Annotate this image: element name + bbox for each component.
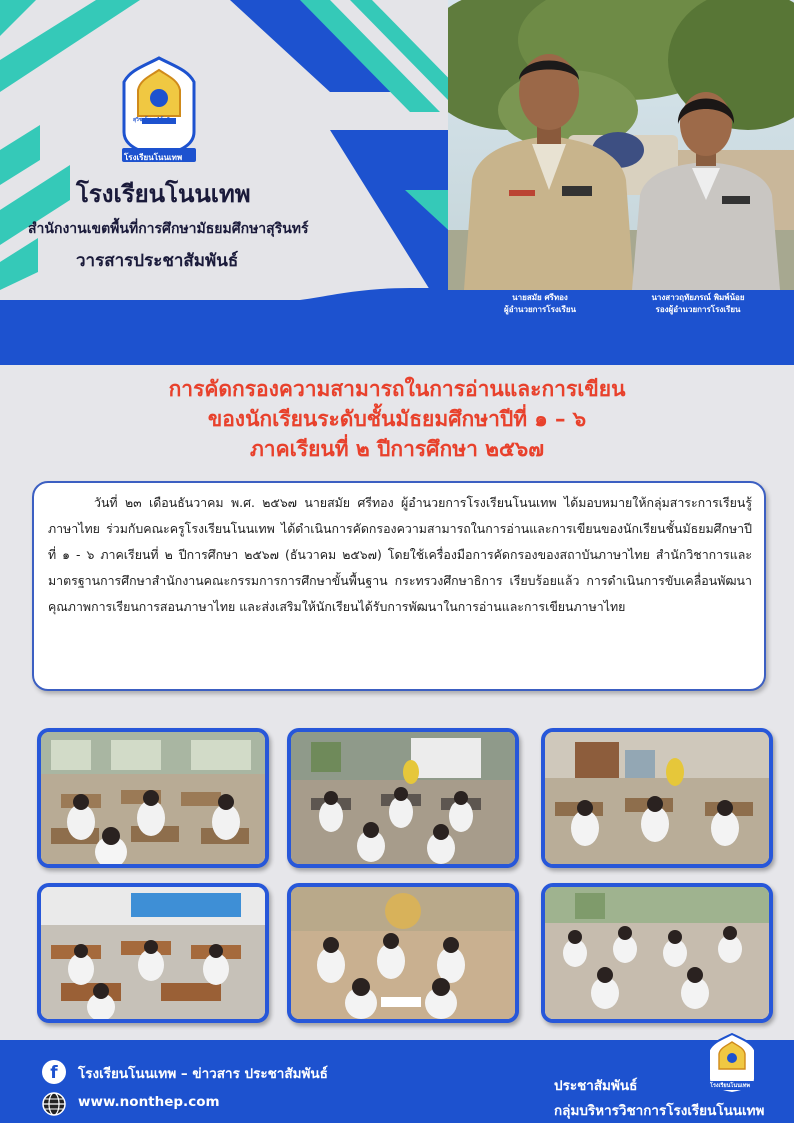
activity-photo-4	[37, 883, 269, 1023]
facebook-page-link[interactable]: โรงเรียนโนนเทพ – ข่าวสาร ประชาสัมพันธ์	[78, 1066, 328, 1082]
director-photo	[454, 40, 644, 290]
department-label: กลุ่มบริหารวิชาการโรงเรียนโนนเทพ	[554, 1103, 765, 1119]
logo-motto: สุวิชาโน ภวํ โหติ	[133, 117, 170, 123]
article-body-text: วันที่ ๒๓ เดือนธันวาคม พ.ศ. ๒๕๖๗ นายสมัย ศรีทอง ผู้อำนวยการโรงเรียนโนนเทพ ได้มอบหมายให้กลุ่มสาระการเรียนรู้ภาษาไทย ร่วมกับคณะครูโรงเรียนโนนเทพ ได้ดำเนินการคัดกรองความสามารถในการอ่านและการเขียนของนักเรียนชั้นมัธยมศึกษาปีที่ ๑ - ๖ ภาคเรียนที่ ๒ ปีการศึกษา ๒๕๖๗ (ธันวาคม ๒๕๖๗) โดยใช้เครื่องมือการคัดกรองของสถาบันภาษาไทย สำนักวิชาการและมาตรฐานการศึกษาสำนักงานคณะกรรมการการศึกษาขั้นพื้นฐาน กระทรวงศึกษาธิการ เรียบร้อยแล้ว การดำเนินการขับเคลื่อนพัฒนาคุณภาพการเรียนการสอนภาษาไทย และส่งเสริมให้นักเรียนได้รับการพัฒนาในการอ่านและการเขียนภาษาไทย	[48, 495, 752, 614]
deputy-caption	[628, 292, 768, 316]
website-link[interactable]: www.nonthep.com	[78, 1094, 220, 1110]
article-body-box	[32, 481, 766, 691]
director-name: นายสมัย ศรีทอง	[512, 293, 568, 302]
activity-photo-1	[37, 728, 269, 868]
footer	[0, 1040, 794, 1123]
school-name: โรงเรียนโนนเทพ	[76, 180, 251, 208]
pr-label: ประชาสัมพันธ์	[554, 1078, 638, 1094]
director-caption	[488, 292, 592, 316]
office-name: สำนักงานเขตพื้นที่การศึกษามัธยมศึกษาสุรินทร์	[28, 221, 309, 237]
header-photo	[448, 0, 794, 290]
deputy-name: นางสาวฤทัยภรณ์ พิมพ์น้อย	[651, 293, 745, 302]
activity-photo-3	[541, 728, 773, 868]
logo-caption: โรงเรียนโนนเทพ	[124, 153, 183, 162]
header-banner	[0, 0, 794, 365]
globe-icon	[41, 1091, 67, 1117]
article-title	[0, 374, 794, 464]
director-position: ผู้อำนวยการโรงเรียน	[504, 305, 576, 314]
journal-name: วารสารประชาสัมพันธ์	[76, 251, 239, 271]
title-line-2: ของนักเรียนระดับชั้นมัธยมศึกษาปีที่ ๑ – ๖	[207, 407, 587, 431]
deputy-position: รองผู้อำนวยการโรงเรียน	[655, 305, 741, 314]
footer-logo-caption: โรงเรียนโนนเทพ	[710, 1083, 751, 1089]
deputy-director-photo	[626, 80, 786, 290]
title-line-3: ภาคเรียนที่ ๒ ปีการศึกษา ๒๕๖๗	[249, 437, 545, 461]
activity-photo-5	[287, 883, 519, 1023]
facebook-icon[interactable]: f	[42, 1060, 66, 1084]
activity-photo-6	[541, 883, 773, 1023]
activity-photo-2	[287, 728, 519, 868]
school-logo	[118, 56, 200, 164]
title-line-1: การคัดกรองความสามารถในการอ่านและการเขียน	[168, 377, 626, 401]
